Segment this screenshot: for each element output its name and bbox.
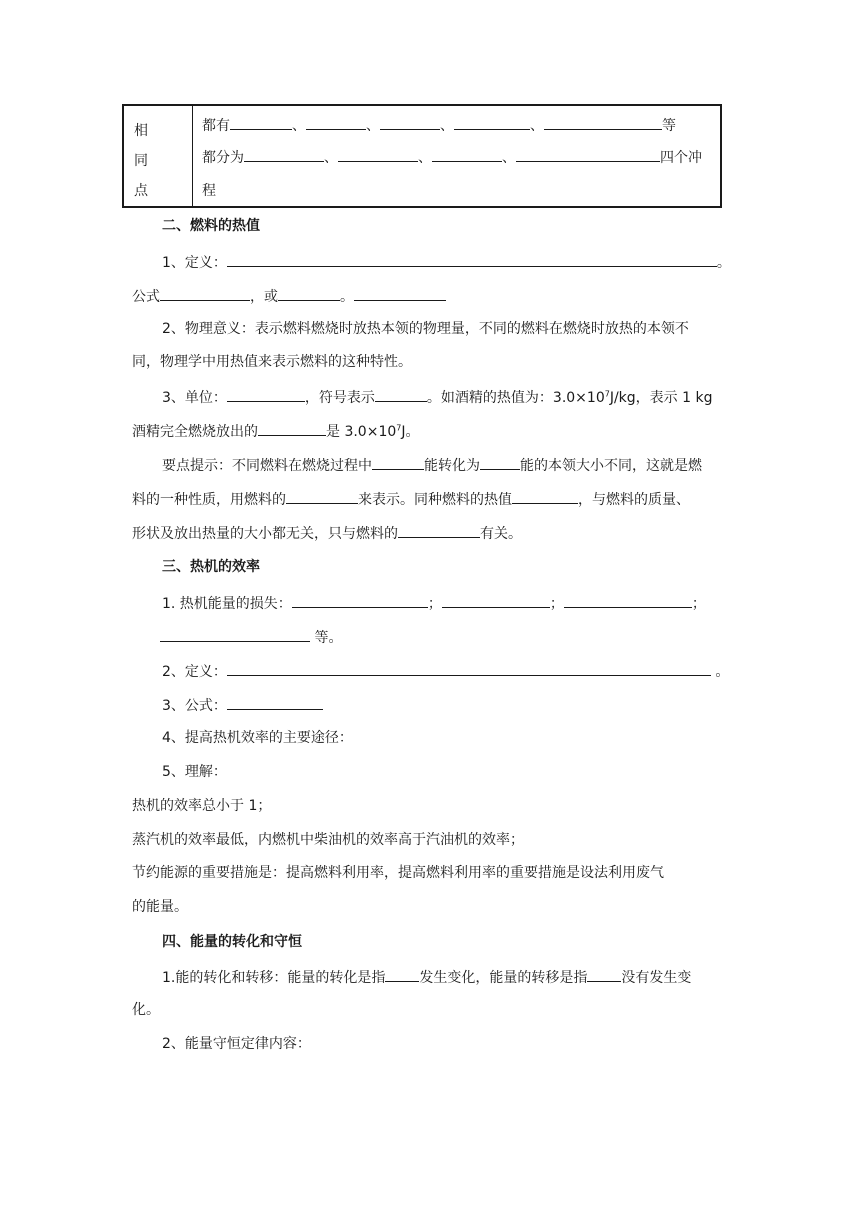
label: 2、定义： [162, 664, 227, 680]
tip-line-3 [132, 522, 522, 544]
punct: ； [691, 596, 706, 612]
blank[interactable] [454, 114, 530, 130]
blank[interactable] [480, 454, 520, 470]
table-divider [192, 106, 193, 206]
blank[interactable] [160, 285, 250, 301]
punct: 。 [340, 289, 354, 305]
understand-line: 5、理解： [162, 764, 227, 780]
row3-text: 程 [202, 183, 216, 199]
text: 等。 [314, 630, 343, 646]
blank[interactable] [278, 285, 340, 301]
blank[interactable] [227, 251, 717, 267]
punct: 。 [715, 664, 730, 680]
blank[interactable] [230, 114, 292, 130]
punct: 。 [716, 255, 731, 271]
blank[interactable] [292, 592, 428, 608]
text: ，或 [250, 289, 278, 305]
blank[interactable] [244, 146, 324, 162]
blank[interactable] [258, 420, 326, 436]
section-heading: 三、热机的效率 [162, 559, 260, 575]
text: 发生变化，能量的转移是指 [419, 970, 588, 986]
paragraph: 热机的效率总小于 1； [132, 798, 272, 814]
meaning-line-1: 2、物理意义：表示燃料燃烧时放热本领的物理量，不同的燃料在燃烧时放热的本领不 [162, 321, 689, 337]
blank[interactable] [432, 146, 502, 162]
text: 形状及放出热量的大小都无关，只与燃料的 [132, 526, 398, 542]
row2-suffix: 四个冲 [660, 150, 702, 166]
blank[interactable] [587, 966, 621, 982]
sep: 、 [530, 118, 544, 134]
text: 是 3.0×10 [326, 424, 397, 440]
text: J。 [401, 424, 420, 440]
sep: 、 [502, 150, 516, 166]
sep: 、 [292, 118, 306, 134]
text: 要点提示：不同燃料在燃烧过程中 [162, 458, 372, 474]
exponent: 7 [604, 389, 610, 399]
blank[interactable] [286, 488, 358, 504]
label: 3、公式： [162, 698, 227, 714]
blank[interactable] [306, 114, 366, 130]
blank[interactable] [338, 146, 418, 162]
paragraph: 蒸汽机的效率最低，内燃机中柴油机的效率高于汽油机的效率； [132, 832, 524, 848]
section-heading: 四、能量的转化和守恒 [162, 934, 302, 950]
blank[interactable] [512, 488, 578, 504]
loss-line-2 [160, 626, 342, 648]
punct: ； [427, 596, 442, 612]
blank[interactable] [564, 592, 692, 608]
row1-suffix: 等 [662, 118, 676, 134]
text: 没有发生变 [621, 970, 692, 986]
unit-line-1 [162, 386, 712, 408]
sep: 、 [418, 150, 432, 166]
efficiency-definition-line [162, 660, 729, 682]
text: 。如酒精的热值为：3.0×10 [426, 390, 605, 406]
table-row-2 [202, 146, 702, 167]
meaning-line-2: 同，物理学中用热值来表示燃料的这种特性。 [132, 354, 412, 370]
sep: 、 [366, 118, 380, 134]
tip-line-2 [132, 488, 690, 510]
blank[interactable] [516, 146, 660, 162]
table-row-1 [202, 114, 676, 135]
text: 能转化为 [424, 458, 480, 474]
law-line: 2、能量守恒定律内容： [162, 1036, 311, 1052]
efficiency-formula-line [162, 694, 323, 716]
section-heading: 二、燃料的热值 [162, 218, 260, 234]
blank[interactable] [544, 114, 662, 130]
definition-line [162, 251, 731, 273]
label-char: 同 [134, 153, 148, 169]
ways-line: 4、提高热机效率的主要途径： [162, 730, 353, 746]
blank[interactable] [227, 386, 305, 402]
text: 1.能的转化和转移：能量的转化是指 [162, 970, 386, 986]
blank[interactable] [375, 386, 427, 402]
paragraph: 节约能源的重要措施是：提高燃料利用率，提高燃料利用率的重要措施是设法利用废气 [132, 865, 664, 881]
text: 能的本领大小不同，这就是燃 [520, 458, 702, 474]
label-char: 点 [134, 183, 148, 199]
blank[interactable] [380, 114, 440, 130]
blank[interactable] [372, 454, 424, 470]
text: 来表示。同种燃料的热值 [358, 492, 512, 508]
paragraph: 的能量。 [132, 899, 188, 915]
label: 公式 [132, 289, 160, 305]
blank[interactable] [354, 285, 446, 301]
text: 酒精完全燃烧放出的 [132, 424, 258, 440]
table-label-column [134, 116, 174, 206]
tip-line-1 [162, 454, 702, 476]
conversion-line-1 [162, 966, 691, 988]
punct: ； [549, 596, 564, 612]
blank[interactable] [160, 626, 310, 642]
text: ，与燃料的质量、 [578, 492, 690, 508]
text: ，符号表示 [304, 390, 375, 406]
loss-line [162, 592, 706, 614]
blank[interactable] [442, 592, 550, 608]
comparison-table [122, 104, 722, 208]
blank[interactable] [398, 522, 480, 538]
label: 1. 热机能量的损失： [162, 596, 292, 612]
label-char: 相 [134, 123, 148, 139]
text: 有关。 [480, 526, 522, 542]
sep: 、 [440, 118, 454, 134]
unit-line-2 [132, 420, 420, 442]
exponent: 7 [396, 423, 402, 433]
text: 料的一种性质，用燃料的 [132, 492, 286, 508]
blank[interactable] [227, 694, 323, 710]
text: J/kg，表示 1 kg [609, 390, 713, 406]
blank[interactable] [385, 966, 419, 982]
formula-line [132, 285, 446, 307]
blank[interactable] [227, 660, 711, 676]
conversion-line-2: 化。 [132, 1002, 160, 1018]
table-row-3 [202, 180, 216, 200]
row2-prefix: 都分为 [202, 150, 244, 166]
label: 1、定义： [162, 255, 227, 271]
sep: 、 [324, 150, 338, 166]
row1-prefix: 都有 [202, 118, 230, 134]
text: 3、单位： [162, 390, 227, 406]
